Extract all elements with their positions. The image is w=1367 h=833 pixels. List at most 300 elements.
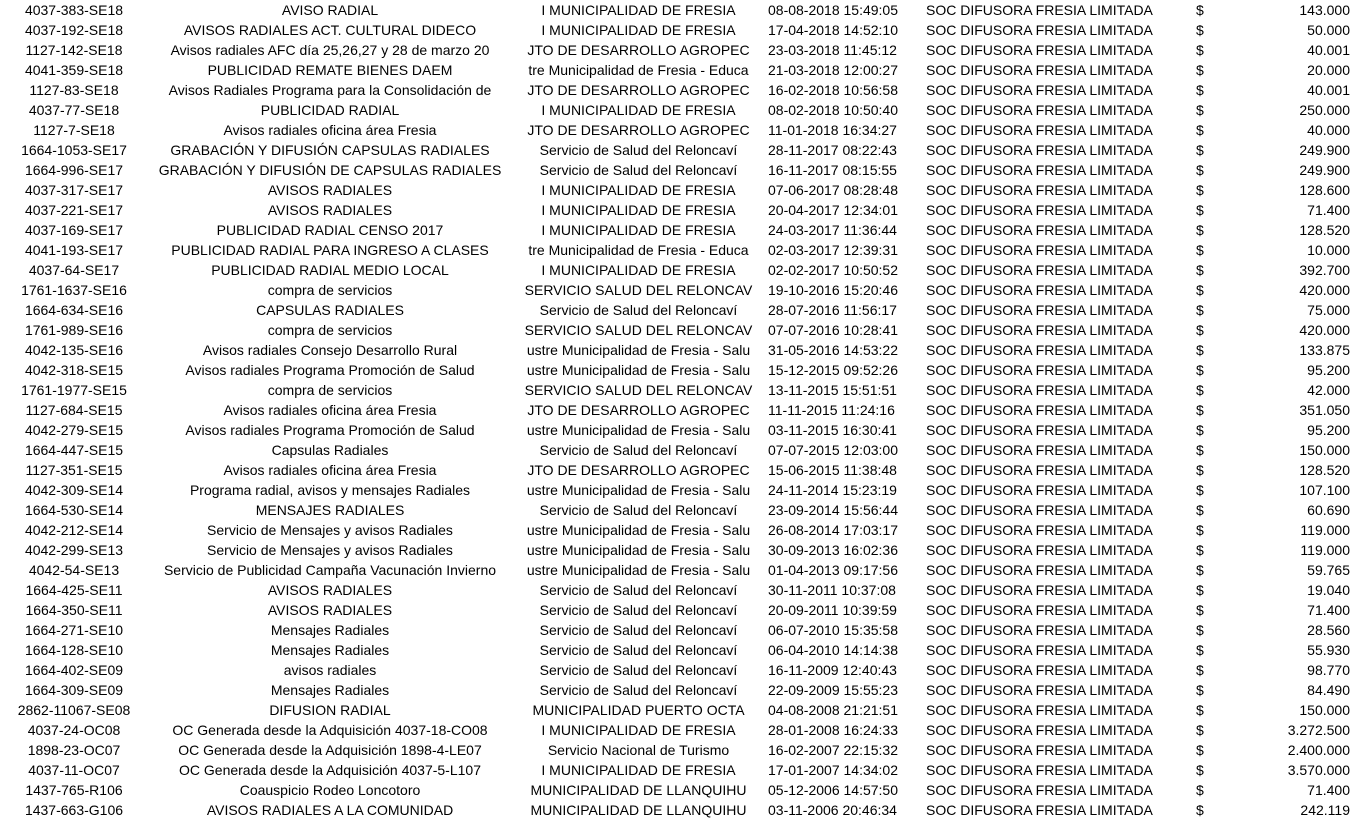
table-row	[0, 260, 1367, 280]
currency-cell: $	[1196, 782, 1204, 798]
table-row	[0, 800, 1367, 820]
date-cell: 17-01-2007 14:34:02	[768, 762, 898, 778]
amount-cell: 420.000	[1299, 282, 1350, 298]
amount-cell: 150.000	[1299, 702, 1350, 718]
currency-cell: $	[1196, 102, 1204, 118]
description-cell: Avisos radiales AFC día 25,26,27 y 28 de marzo 20	[170, 42, 490, 58]
buyer-organization-cell: I MUNICIPALIDAD DE FRESIA	[541, 102, 736, 118]
order-id-cell: 1664-634-SE16	[24, 302, 124, 318]
table-row	[0, 720, 1367, 740]
currency-cell: $	[1196, 742, 1204, 758]
description-cell: AVISOS RADIALES	[267, 582, 393, 598]
currency-cell: $	[1196, 282, 1204, 298]
currency-cell: $	[1196, 22, 1204, 38]
order-id-cell: 1664-309-SE09	[24, 682, 124, 698]
buyer-organization-cell: Servicio de Salud del Reloncaví	[539, 662, 738, 678]
amount-cell: 128.600	[1299, 182, 1350, 198]
amount-cell: 98.770	[1307, 662, 1350, 678]
currency-cell: $	[1196, 62, 1204, 78]
table-row	[0, 620, 1367, 640]
amount-cell: 71.400	[1307, 782, 1350, 798]
currency-cell: $	[1196, 502, 1204, 518]
description-cell: Avisos radiales Programa Promoción de Salud	[185, 422, 475, 438]
description-cell: compra de servicios	[267, 282, 393, 298]
date-cell: 28-07-2016 11:56:17	[768, 302, 897, 318]
table-row	[0, 60, 1367, 80]
amount-cell: 143.000	[1299, 2, 1350, 18]
description-cell: Avisos radiales Programa Promoción de Salud	[185, 362, 475, 378]
buyer-organization-cell: JTO DE DESARROLLO AGROPEC	[527, 402, 750, 418]
supplier-cell: SOC DIFUSORA FRESIA LIMITADA	[926, 222, 1153, 238]
supplier-cell: SOC DIFUSORA FRESIA LIMITADA	[926, 322, 1153, 338]
supplier-cell: SOC DIFUSORA FRESIA LIMITADA	[926, 282, 1153, 298]
description-cell: OC Generada desde la Adquisición 1898-4-LE07	[178, 742, 482, 758]
supplier-cell: SOC DIFUSORA FRESIA LIMITADA	[926, 242, 1153, 258]
table-row	[0, 360, 1367, 380]
date-cell: 31-05-2016 14:53:22	[768, 342, 898, 358]
currency-cell: $	[1196, 162, 1204, 178]
currency-cell: $	[1196, 362, 1204, 378]
currency-cell: $	[1196, 302, 1204, 318]
buyer-organization-cell: Servicio de Salud del Reloncaví	[539, 642, 738, 658]
description-cell: PUBLICIDAD RADIAL CENSO 2017	[216, 222, 444, 238]
supplier-cell: SOC DIFUSORA FRESIA LIMITADA	[926, 382, 1153, 398]
buyer-organization-cell: ustre Municipalidad de Fresia - Salu	[526, 342, 751, 358]
buyer-organization-cell: I MUNICIPALIDAD DE FRESIA	[541, 722, 736, 738]
table-row	[0, 400, 1367, 420]
supplier-cell: SOC DIFUSORA FRESIA LIMITADA	[926, 622, 1153, 638]
supplier-cell: SOC DIFUSORA FRESIA LIMITADA	[926, 762, 1153, 778]
order-id-cell: 2862-11067-SE08	[17, 702, 131, 718]
order-id-cell: 1664-530-SE14	[24, 502, 124, 518]
amount-cell: 50.000	[1307, 22, 1350, 38]
supplier-cell: SOC DIFUSORA FRESIA LIMITADA	[926, 502, 1153, 518]
supplier-cell: SOC DIFUSORA FRESIA LIMITADA	[926, 122, 1153, 138]
amount-cell: 20.000	[1307, 62, 1350, 78]
date-cell: 23-03-2018 11:45:12	[768, 42, 897, 58]
table-row	[0, 240, 1367, 260]
description-cell: compra de servicios	[267, 322, 393, 338]
amount-cell: 128.520	[1299, 222, 1350, 238]
amount-cell: 40.001	[1307, 82, 1350, 98]
order-id-cell: 1127-351-SE15	[25, 462, 123, 478]
buyer-organization-cell: JTO DE DESARROLLO AGROPEC	[527, 462, 750, 478]
table-row	[0, 380, 1367, 400]
amount-cell: 40.001	[1307, 42, 1350, 58]
date-cell: 03-11-2015 16:30:41	[768, 422, 897, 438]
table-row	[0, 300, 1367, 320]
description-cell: Mensajes Radiales	[270, 622, 390, 638]
supplier-cell: SOC DIFUSORA FRESIA LIMITADA	[926, 522, 1153, 538]
currency-cell: $	[1196, 202, 1204, 218]
amount-cell: 128.520	[1299, 462, 1350, 478]
description-cell: Mensajes Radiales	[270, 642, 390, 658]
order-id-cell: 4042-299-SE13	[24, 542, 124, 558]
order-id-cell: 1127-7-SE18	[33, 122, 115, 138]
table-row	[0, 700, 1367, 720]
currency-cell: $	[1196, 262, 1204, 278]
currency-cell: $	[1196, 522, 1204, 538]
order-id-cell: 4042-54-SE13	[28, 562, 120, 578]
supplier-cell: SOC DIFUSORA FRESIA LIMITADA	[926, 482, 1153, 498]
currency-cell: $	[1196, 122, 1204, 138]
currency-cell: $	[1196, 802, 1204, 818]
date-cell: 26-08-2014 17:03:17	[768, 522, 898, 538]
description-cell: AVISOS RADIALES	[267, 602, 393, 618]
order-id-cell: 1761-989-SE16	[24, 322, 124, 338]
buyer-organization-cell: SERVICIO SALUD DEL RELONCAV	[524, 322, 753, 338]
order-id-cell: 4037-221-SE17	[24, 202, 124, 218]
currency-cell: $	[1196, 642, 1204, 658]
order-id-cell: 4042-135-SE16	[24, 342, 124, 358]
currency-cell: $	[1196, 322, 1204, 338]
buyer-organization-cell: MUNICIPALIDAD PUERTO OCTA	[532, 702, 745, 718]
date-cell: 20-04-2017 12:34:01	[768, 202, 898, 218]
amount-cell: 2.400.000	[1287, 742, 1350, 758]
table-row	[0, 200, 1367, 220]
order-id-cell: 1664-1053-SE17	[21, 142, 127, 158]
date-cell: 23-09-2014 15:56:44	[768, 502, 898, 518]
order-id-cell: 1898-23-OC07	[27, 742, 121, 758]
amount-cell: 420.000	[1299, 322, 1350, 338]
table-row	[0, 660, 1367, 680]
date-cell: 30-09-2013 16:02:36	[768, 542, 898, 558]
currency-cell: $	[1196, 82, 1204, 98]
order-id-cell: 1127-83-SE18	[29, 82, 119, 98]
supplier-cell: SOC DIFUSORA FRESIA LIMITADA	[926, 2, 1153, 18]
amount-cell: 55.930	[1307, 642, 1350, 658]
date-cell: 16-11-2017 08:15:55	[768, 162, 897, 178]
description-cell: GRABACIÓN Y DIFUSIÓN CAPSULAS RADIALES	[170, 142, 490, 158]
order-id-cell: 1761-1977-SE15	[21, 382, 127, 398]
date-cell: 15-06-2015 11:38:48	[768, 462, 897, 478]
amount-cell: 250.000	[1299, 102, 1350, 118]
amount-cell: 3.570.000	[1287, 762, 1350, 778]
description-cell: compra de servicios	[267, 382, 393, 398]
supplier-cell: SOC DIFUSORA FRESIA LIMITADA	[926, 662, 1153, 678]
buyer-organization-cell: Servicio de Salud del Reloncaví	[539, 142, 738, 158]
order-id-cell: 1664-447-SE15	[24, 442, 124, 458]
table-row	[0, 500, 1367, 520]
date-cell: 30-11-2011 10:37:08	[768, 582, 896, 598]
currency-cell: $	[1196, 242, 1204, 258]
supplier-cell: SOC DIFUSORA FRESIA LIMITADA	[926, 42, 1153, 58]
table-row	[0, 80, 1367, 100]
description-cell: AVISO RADIAL	[281, 2, 379, 18]
description-cell: DIFUSION RADIAL	[269, 702, 391, 718]
amount-cell: 107.100	[1299, 482, 1350, 498]
currency-cell: $	[1196, 662, 1204, 678]
order-id-cell: 4037-64-SE17	[28, 262, 120, 278]
currency-cell: $	[1196, 582, 1204, 598]
table-row	[0, 560, 1367, 580]
buyer-organization-cell: JTO DE DESARROLLO AGROPEC	[527, 82, 750, 98]
order-id-cell: 1664-402-SE09	[24, 662, 124, 678]
supplier-cell: SOC DIFUSORA FRESIA LIMITADA	[926, 62, 1153, 78]
amount-cell: 28.560	[1307, 622, 1350, 638]
table-row	[0, 160, 1367, 180]
date-cell: 11-11-2015 11:24:16	[768, 402, 895, 418]
buyer-organization-cell: ustre Municipalidad de Fresia - Salu	[526, 522, 751, 538]
date-cell: 11-01-2018 16:34:27	[768, 122, 897, 138]
amount-cell: 351.050	[1299, 402, 1350, 418]
table-row	[0, 480, 1367, 500]
date-cell: 22-09-2009 15:55:23	[768, 682, 898, 698]
supplier-cell: SOC DIFUSORA FRESIA LIMITADA	[926, 362, 1153, 378]
order-id-cell: 4037-77-SE18	[28, 102, 120, 118]
supplier-cell: SOC DIFUSORA FRESIA LIMITADA	[926, 742, 1153, 758]
supplier-cell: SOC DIFUSORA FRESIA LIMITADA	[926, 682, 1153, 698]
table-row	[0, 600, 1367, 620]
description-cell: Avisos radiales Consejo Desarrollo Rural	[202, 342, 458, 358]
buyer-organization-cell: Servicio de Salud del Reloncaví	[539, 622, 738, 638]
date-cell: 17-04-2018 14:52:10	[768, 22, 898, 38]
currency-cell: $	[1196, 342, 1204, 358]
date-cell: 05-12-2006 14:57:50	[768, 782, 898, 798]
description-cell: AVISOS RADIALES	[267, 202, 393, 218]
date-cell: 02-03-2017 12:39:31	[768, 242, 898, 258]
table-row	[0, 100, 1367, 120]
date-cell: 06-04-2010 14:14:38	[768, 642, 898, 658]
amount-cell: 242.119	[1300, 802, 1350, 818]
table-row	[0, 0, 1367, 20]
amount-cell: 71.400	[1307, 202, 1350, 218]
buyer-organization-cell: SERVICIO SALUD DEL RELONCAV	[524, 382, 753, 398]
date-cell: 15-12-2015 09:52:26	[768, 362, 898, 378]
buyer-organization-cell: I MUNICIPALIDAD DE FRESIA	[541, 762, 736, 778]
currency-cell: $	[1196, 42, 1204, 58]
order-id-cell: 1664-271-SE10	[24, 622, 124, 638]
supplier-cell: SOC DIFUSORA FRESIA LIMITADA	[926, 22, 1153, 38]
currency-cell: $	[1196, 422, 1204, 438]
table-row	[0, 760, 1367, 780]
buyer-organization-cell: ustre Municipalidad de Fresia - Salu	[526, 562, 751, 578]
date-cell: 16-11-2009 12:40:43	[768, 662, 897, 678]
order-id-cell: 4037-24-OC08	[27, 722, 121, 738]
supplier-cell: SOC DIFUSORA FRESIA LIMITADA	[926, 182, 1153, 198]
amount-cell: 249.900	[1299, 142, 1350, 158]
buyer-organization-cell: SERVICIO SALUD DEL RELONCAV	[524, 282, 753, 298]
date-cell: 20-09-2011 10:39:59	[768, 602, 897, 618]
currency-cell: $	[1196, 462, 1204, 478]
buyer-organization-cell: Servicio de Salud del Reloncaví	[539, 442, 738, 458]
table-row	[0, 420, 1367, 440]
currency-cell: $	[1196, 142, 1204, 158]
currency-cell: $	[1196, 222, 1204, 238]
amount-cell: 42.000	[1307, 382, 1350, 398]
buyer-organization-cell: JTO DE DESARROLLO AGROPEC	[527, 42, 750, 58]
date-cell: 04-08-2008 21:21:51	[768, 702, 898, 718]
date-cell: 07-06-2017 08:28:48	[768, 182, 898, 198]
description-cell: Servicio de Mensajes y avisos Radiales	[207, 522, 453, 538]
description-cell: AVISOS RADIALES	[267, 182, 393, 198]
description-cell: avisos radiales	[283, 662, 377, 678]
order-id-cell: 1127-142-SE18	[25, 42, 123, 58]
buyer-organization-cell: Servicio de Salud del Reloncaví	[539, 302, 738, 318]
date-cell: 03-11-2006 20:46:34	[768, 802, 897, 818]
currency-cell: $	[1196, 682, 1204, 698]
date-cell: 16-02-2007 22:15:32	[768, 742, 898, 758]
description-cell: PUBLICIDAD RADIAL MEDIO LOCAL	[211, 262, 449, 278]
buyer-organization-cell: I MUNICIPALIDAD DE FRESIA	[541, 262, 736, 278]
currency-cell: $	[1196, 602, 1204, 618]
supplier-cell: SOC DIFUSORA FRESIA LIMITADA	[926, 442, 1153, 458]
buyer-organization-cell: I MUNICIPALIDAD DE FRESIA	[541, 22, 736, 38]
amount-cell: 133.875	[1299, 342, 1350, 358]
date-cell: 16-02-2018 10:56:58	[768, 82, 898, 98]
buyer-organization-cell: MUNICIPALIDAD DE LLANQUIHU	[530, 802, 747, 818]
currency-cell: $	[1196, 702, 1204, 718]
supplier-cell: SOC DIFUSORA FRESIA LIMITADA	[926, 162, 1153, 178]
table-row	[0, 40, 1367, 60]
order-id-cell: 4037-383-SE18	[24, 2, 124, 18]
buyer-organization-cell: ustre Municipalidad de Fresia - Salu	[526, 482, 751, 498]
description-cell: GRABACIÓN Y DIFUSIÓN DE CAPSULAS RADIALES	[158, 162, 502, 178]
table-row	[0, 120, 1367, 140]
table-row	[0, 520, 1367, 540]
buyer-organization-cell: Servicio de Salud del Reloncaví	[539, 582, 738, 598]
currency-cell: $	[1196, 622, 1204, 638]
amount-cell: 19.040	[1307, 582, 1350, 598]
date-cell: 06-07-2010 15:35:58	[768, 622, 898, 638]
amount-cell: 40.000	[1307, 122, 1350, 138]
amount-cell: 10.000	[1307, 242, 1350, 258]
description-cell: Coauspicio Rodeo Loncotoro	[239, 782, 421, 798]
order-id-cell: 4037-192-SE18	[24, 22, 124, 38]
supplier-cell: SOC DIFUSORA FRESIA LIMITADA	[926, 342, 1153, 358]
order-id-cell: 1664-350-SE11	[25, 602, 123, 618]
currency-cell: $	[1196, 2, 1204, 18]
description-cell: OC Generada desde la Adquisición 4037-5-L107	[179, 762, 481, 778]
amount-cell: 71.400	[1307, 602, 1350, 618]
date-cell: 24-11-2014 15:23:19	[768, 482, 897, 498]
table-row	[0, 580, 1367, 600]
amount-cell: 75.000	[1307, 302, 1350, 318]
buyer-organization-cell: tre Municipalidad de Fresia - Educa	[528, 242, 749, 258]
supplier-cell: SOC DIFUSORA FRESIA LIMITADA	[926, 782, 1153, 798]
supplier-cell: SOC DIFUSORA FRESIA LIMITADA	[926, 562, 1153, 578]
date-cell: 08-02-2018 10:50:40	[768, 102, 898, 118]
order-id-cell: 4042-212-SE14	[24, 522, 124, 538]
description-cell: Capsulas Radiales	[271, 442, 389, 458]
description-cell: AVISOS RADIALES A LA COMUNIDAD	[206, 802, 454, 818]
supplier-cell: SOC DIFUSORA FRESIA LIMITADA	[926, 702, 1153, 718]
date-cell: 24-03-2017 11:36:44	[768, 222, 897, 238]
table-row	[0, 140, 1367, 160]
supplier-cell: SOC DIFUSORA FRESIA LIMITADA	[926, 642, 1153, 658]
supplier-cell: SOC DIFUSORA FRESIA LIMITADA	[926, 402, 1153, 418]
buyer-organization-cell: tre Municipalidad de Fresia - Educa	[528, 62, 749, 78]
order-id-cell: 4042-309-SE14	[24, 482, 124, 498]
description-cell: Avisos Radiales Programa para la Consolidación de	[168, 82, 492, 98]
date-cell: 07-07-2015 12:03:00	[768, 442, 898, 458]
buyer-organization-cell: MUNICIPALIDAD DE LLANQUIHU	[530, 782, 747, 798]
amount-cell: 3.272.500	[1287, 722, 1350, 738]
table-row	[0, 340, 1367, 360]
supplier-cell: SOC DIFUSORA FRESIA LIMITADA	[926, 202, 1153, 218]
order-id-cell: 1127-684-SE15	[25, 402, 123, 418]
description-cell: PUBLICIDAD RADIAL	[260, 102, 400, 118]
description-cell: Programa radial, avisos y mensajes Radiales	[189, 482, 471, 498]
supplier-cell: SOC DIFUSORA FRESIA LIMITADA	[926, 302, 1153, 318]
table-row	[0, 280, 1367, 300]
supplier-cell: SOC DIFUSORA FRESIA LIMITADA	[926, 262, 1153, 278]
table-row	[0, 780, 1367, 800]
description-cell: OC Generada desde la Adquisición 4037-18-CO08	[172, 722, 488, 738]
currency-cell: $	[1196, 722, 1204, 738]
order-id-cell: 1664-425-SE11	[25, 582, 123, 598]
buyer-organization-cell: Servicio de Salud del Reloncaví	[539, 682, 738, 698]
currency-cell: $	[1196, 562, 1204, 578]
description-cell: Avisos radiales oficina área Fresia	[223, 462, 437, 478]
supplier-cell: SOC DIFUSORA FRESIA LIMITADA	[926, 582, 1153, 598]
supplier-cell: SOC DIFUSORA FRESIA LIMITADA	[926, 462, 1153, 478]
amount-cell: 84.490	[1307, 682, 1350, 698]
order-id-cell: 4042-318-SE15	[24, 362, 124, 378]
order-id-cell: 4037-169-SE17	[24, 222, 124, 238]
order-id-cell: 1437-663-G106	[24, 802, 124, 818]
description-cell: CAPSULAS RADIALES	[256, 302, 404, 318]
supplier-cell: SOC DIFUSORA FRESIA LIMITADA	[926, 422, 1153, 438]
currency-cell: $	[1196, 482, 1204, 498]
order-id-cell: 4037-11-OC07	[28, 762, 120, 778]
buyer-organization-cell: I MUNICIPALIDAD DE FRESIA	[541, 182, 736, 198]
table-row	[0, 320, 1367, 340]
amount-cell: 59.765	[1307, 562, 1350, 578]
date-cell: 01-04-2013 09:17:56	[768, 562, 898, 578]
supplier-cell: SOC DIFUSORA FRESIA LIMITADA	[926, 802, 1153, 818]
amount-cell: 119.000	[1300, 522, 1350, 538]
description-cell: Avisos radiales oficina área Fresia	[223, 122, 437, 138]
buyer-organization-cell: ustre Municipalidad de Fresia - Salu	[526, 362, 751, 378]
table-row	[0, 460, 1367, 480]
order-id-cell: 4042-279-SE15	[24, 422, 124, 438]
supplier-cell: SOC DIFUSORA FRESIA LIMITADA	[926, 602, 1153, 618]
supplier-cell: SOC DIFUSORA FRESIA LIMITADA	[926, 82, 1153, 98]
buyer-organization-cell: Servicio de Salud del Reloncaví	[539, 162, 738, 178]
date-cell: 08-08-2018 15:49:05	[768, 2, 898, 18]
buyer-organization-cell: ustre Municipalidad de Fresia - Salu	[526, 542, 751, 558]
order-id-cell: 1437-765-R106	[25, 782, 123, 798]
amount-cell: 119.000	[1300, 542, 1350, 558]
table-row	[0, 220, 1367, 240]
description-cell: PUBLICIDAD RADIAL PARA INGRESO A CLASES	[171, 242, 489, 258]
currency-cell: $	[1196, 542, 1204, 558]
table-row	[0, 640, 1367, 660]
description-cell: PUBLICIDAD REMATE BIENES DAEM	[207, 62, 453, 78]
table-row	[0, 20, 1367, 40]
order-id-cell: 4041-359-SE18	[24, 62, 124, 78]
buyer-organization-cell: Servicio Nacional de Turismo	[547, 742, 730, 758]
table-row	[0, 180, 1367, 200]
date-cell: 21-03-2018 12:00:27	[768, 62, 898, 78]
description-cell: Mensajes Radiales	[270, 682, 390, 698]
date-cell: 02-02-2017 10:50:52	[768, 262, 898, 278]
date-cell: 07-07-2016 10:28:41	[768, 322, 898, 338]
supplier-cell: SOC DIFUSORA FRESIA LIMITADA	[926, 142, 1153, 158]
currency-cell: $	[1196, 402, 1204, 418]
order-id-cell: 4041-193-SE17	[24, 242, 124, 258]
table-row	[0, 740, 1367, 760]
table-row	[0, 540, 1367, 560]
buyer-organization-cell: I MUNICIPALIDAD DE FRESIA	[541, 222, 736, 238]
amount-cell: 392.700	[1299, 262, 1350, 278]
buyer-organization-cell: Servicio de Salud del Reloncaví	[539, 602, 738, 618]
buyer-organization-cell: Servicio de Salud del Reloncaví	[539, 502, 738, 518]
date-cell: 13-11-2015 15:51:51	[768, 382, 897, 398]
buyer-organization-cell: ustre Municipalidad de Fresia - Salu	[526, 422, 751, 438]
buyer-organization-cell: I MUNICIPALIDAD DE FRESIA	[541, 2, 736, 18]
